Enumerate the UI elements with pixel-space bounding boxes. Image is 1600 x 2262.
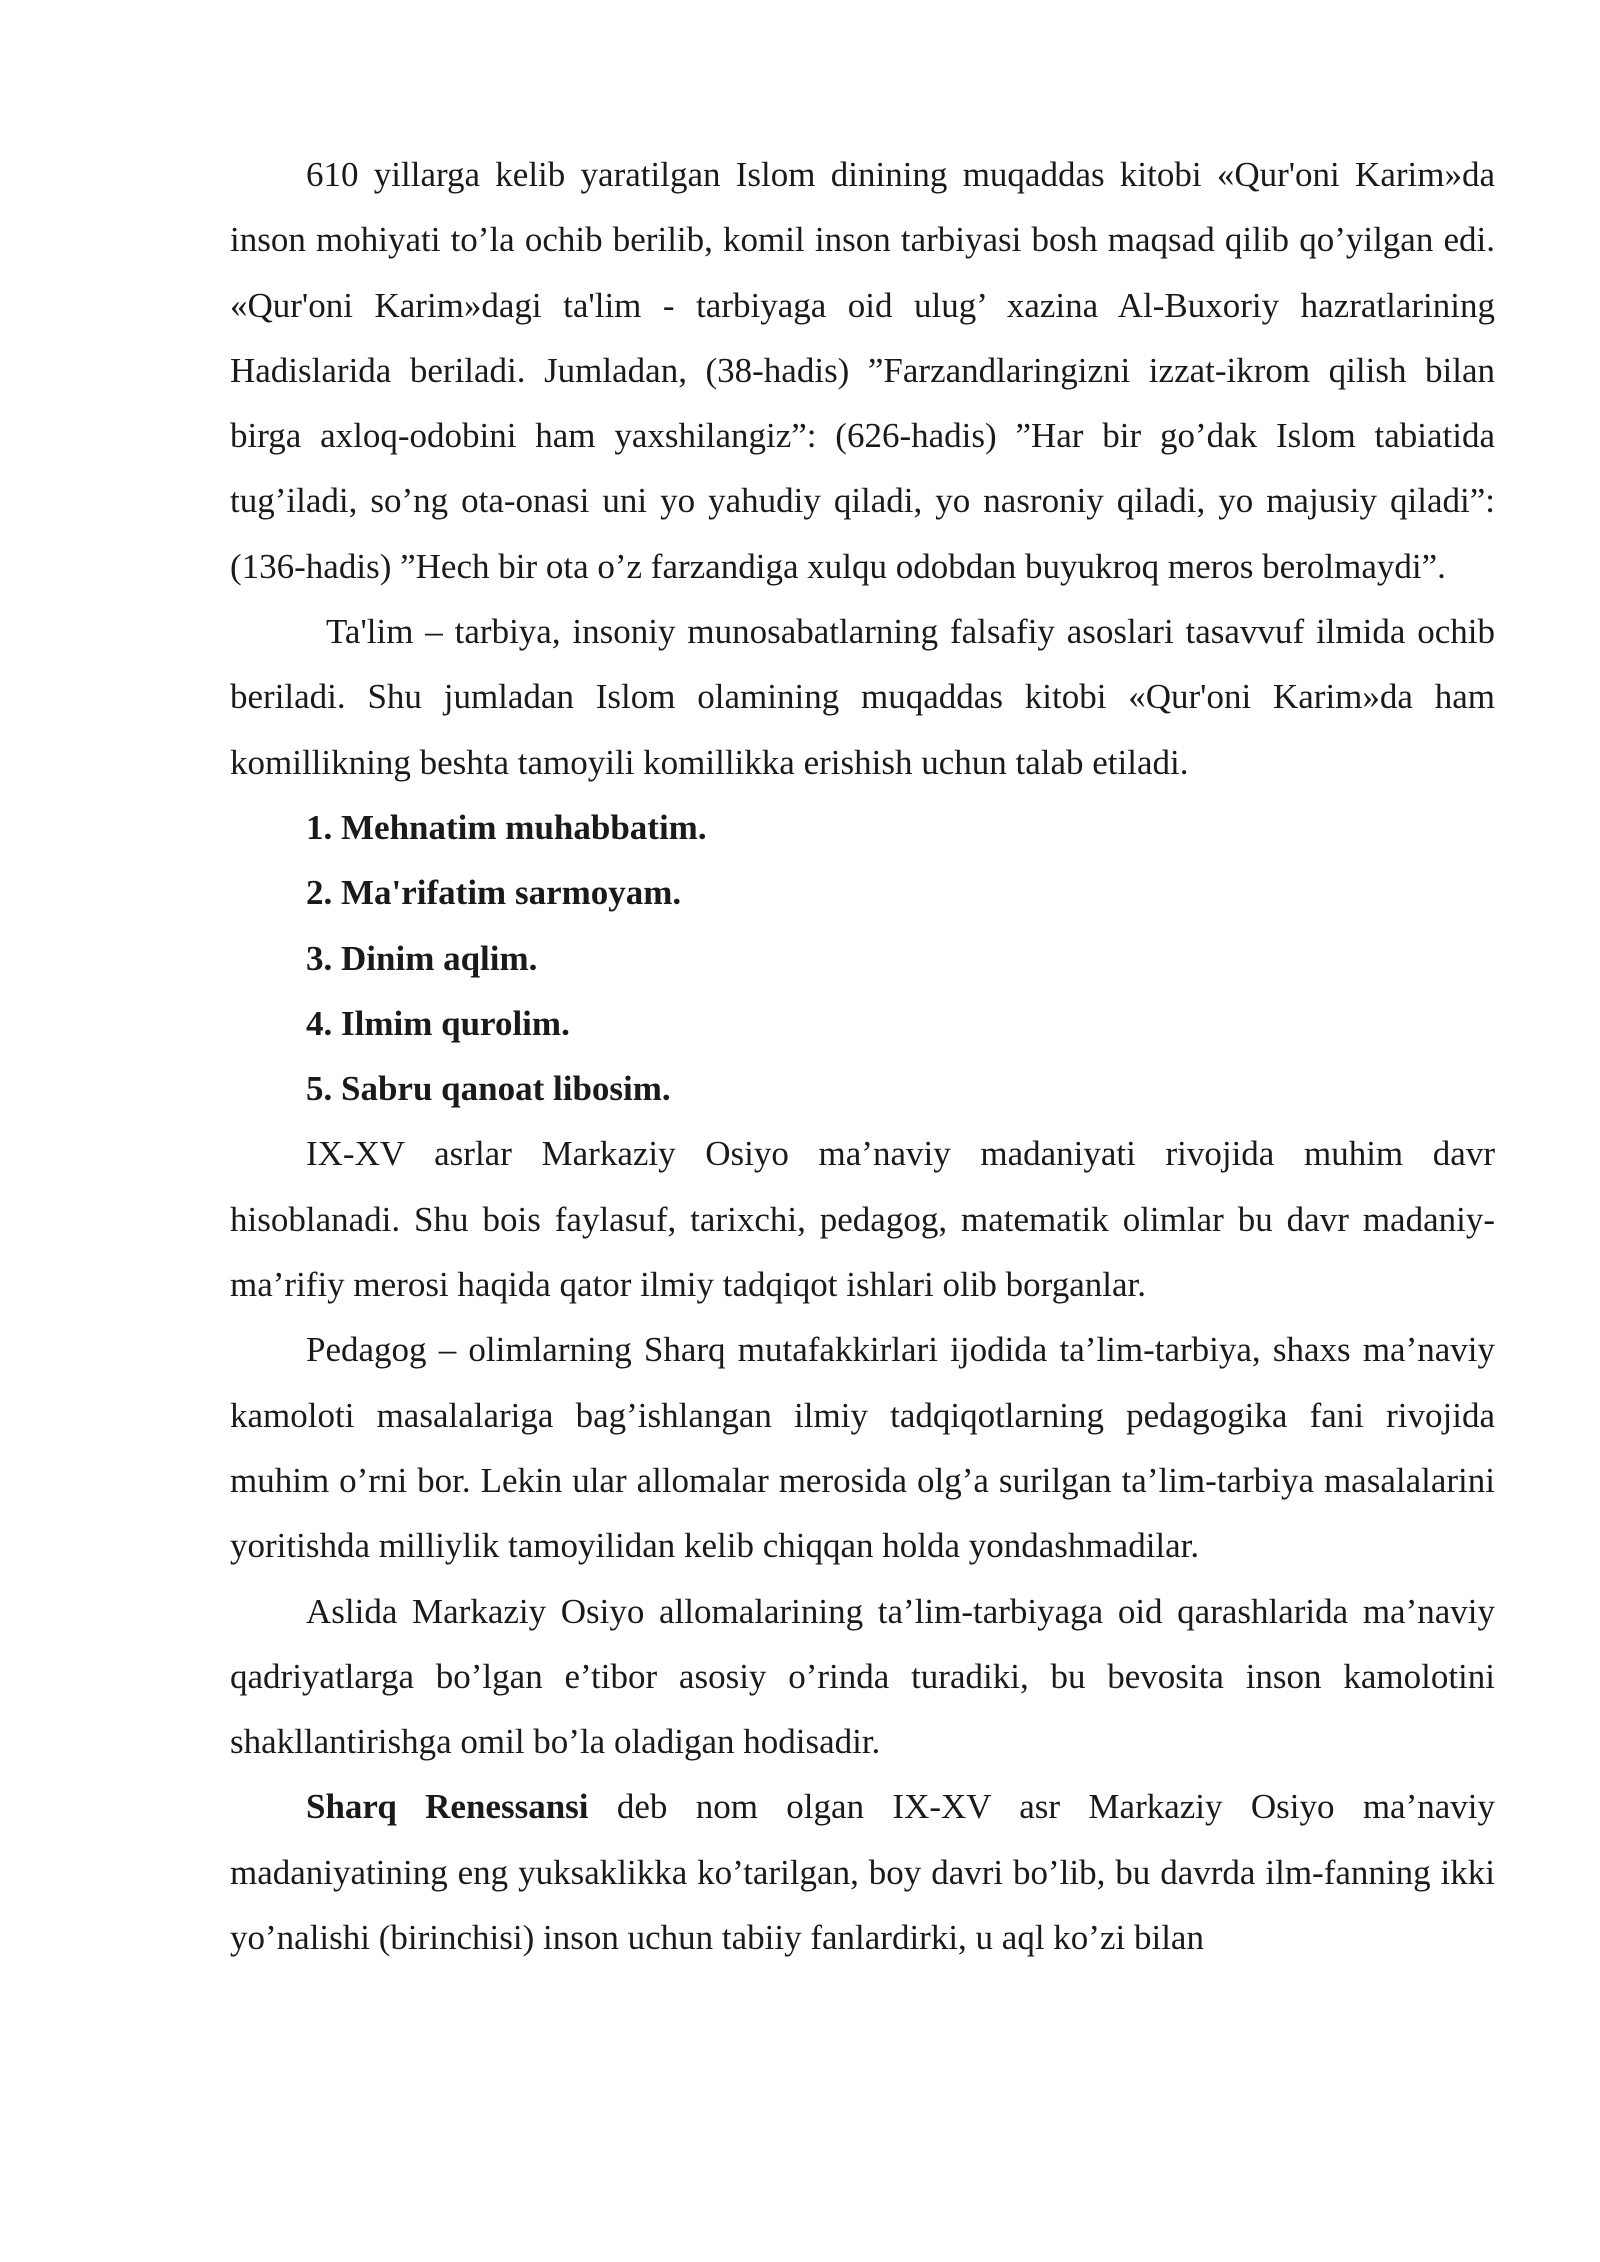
paragraph-pedagog-scholars: Pedagog – olimlarning Sharq mutafakkirlari ijodida ta’lim-tarbiya, shaxs ma’naviy kamoloti masalalariga bag’ishlangan ilmiy tadqiqotlarning pedagogika fani rivojida muhim o’rni bor. Lekin ular allomalar merosida olg’a surilgan ta’lim-tarbiya masalalarini yoritishda milliylik tamoyilidan kelib chiqqan holda yondashmadilar. bbox=[230, 1330, 1495, 1566]
paragraph-eastern-renaissance-text: deb nom olgan IX-XV asr Markaziy Osiyo ma’naviy madaniyatining eng yuksaklikka ko’tarilgan, boy davri bo’lib, bu davrda ilm-fanning ikki yo’nalishi (birinchisi) inson uchun tabiiy fanlardirki, u aql ko’zi bilan bbox=[230, 1787, 1495, 1958]
principles-list bbox=[230, 795, 1495, 1121]
paragraph-ix-xv-centuries: IX-XV asrlar Markaziy Osiyo ma’naviy madaniyati rivojida muhim davr hisoblanadi. Shu bois faylasuf, tarixchi, pedagog, matematik olimlar bu davr madaniy-ma’rifiy merosi haqida qator ilmiy tadqiqot ishlari olib borganlar. bbox=[230, 1134, 1495, 1305]
principle-item: 5. Sabru qanoat libosim. bbox=[306, 1069, 671, 1109]
principle-item: 4. Ilmim qurolim. bbox=[306, 1003, 570, 1043]
paragraph-eastern-renaissance bbox=[230, 1774, 1495, 1970]
paragraph-central-asia-scholars: Aslida Markaziy Osiyo allomalarining ta’lim-tarbiyaga oid qarashlarida ma’naviy qadriyatlarga bo’lgan e’tibor asosiy o’rinda turadiki, bu bevosita inson kamolotini shakllantirishga omil bo’la oladigan hodisadir. bbox=[230, 1591, 1495, 1762]
paragraph-tasavvuf: Ta'lim – tarbiya, insoniy munosabatlarning falsafiy asoslari tasavvuf ilmida ochib beriladi. Shu jumladan Islom olamining muqaddas kitobi «Qur'oni Karim»da ham komillikning beshta tamoyili komillikka erishish uchun talab etiladi. bbox=[230, 612, 1495, 782]
paragraph-quran-hadith: 610 yillarga kelib yaratilgan Islom dinining muqaddas kitobi «Qur'oni Karim»da inson mohiyati to’la ochib berilib, komil inson tarbiyasi bosh maqsad qilib qo’yilgan edi. «Qur'oni Karim»dagi ta'lim - tarbiyaga oid ulug’ xazina Al-Buxoriy hazratlarining Hadislarida beriladi. Jumladan, (38-hadis) ”Farzandlaringizni izzat-ikrom qilish bilan birga axloq-odobini ham yaxshilangiz”: (626-hadis) ”Har bir go’dak Islom tabiatida tug’iladi, so’ng ota-onasi uni yo yahudiy qiladi, yo nasroniy qiladi, yo majusiy qiladi”: (136-hadis) ”Hech bir ota o’z farzandiga xulqu odobdan buyukroq meros berolmaydi”. bbox=[230, 155, 1495, 586]
principle-item: 2. Ma'rifatim sarmoyam. bbox=[306, 873, 682, 913]
term-sharq-renessansi: Sharq Renessansi bbox=[306, 1787, 589, 1827]
principle-item: 3. Dinim aqlim. bbox=[306, 938, 538, 978]
principle-item: 1. Mehnatim muhabbatim. bbox=[306, 807, 707, 847]
